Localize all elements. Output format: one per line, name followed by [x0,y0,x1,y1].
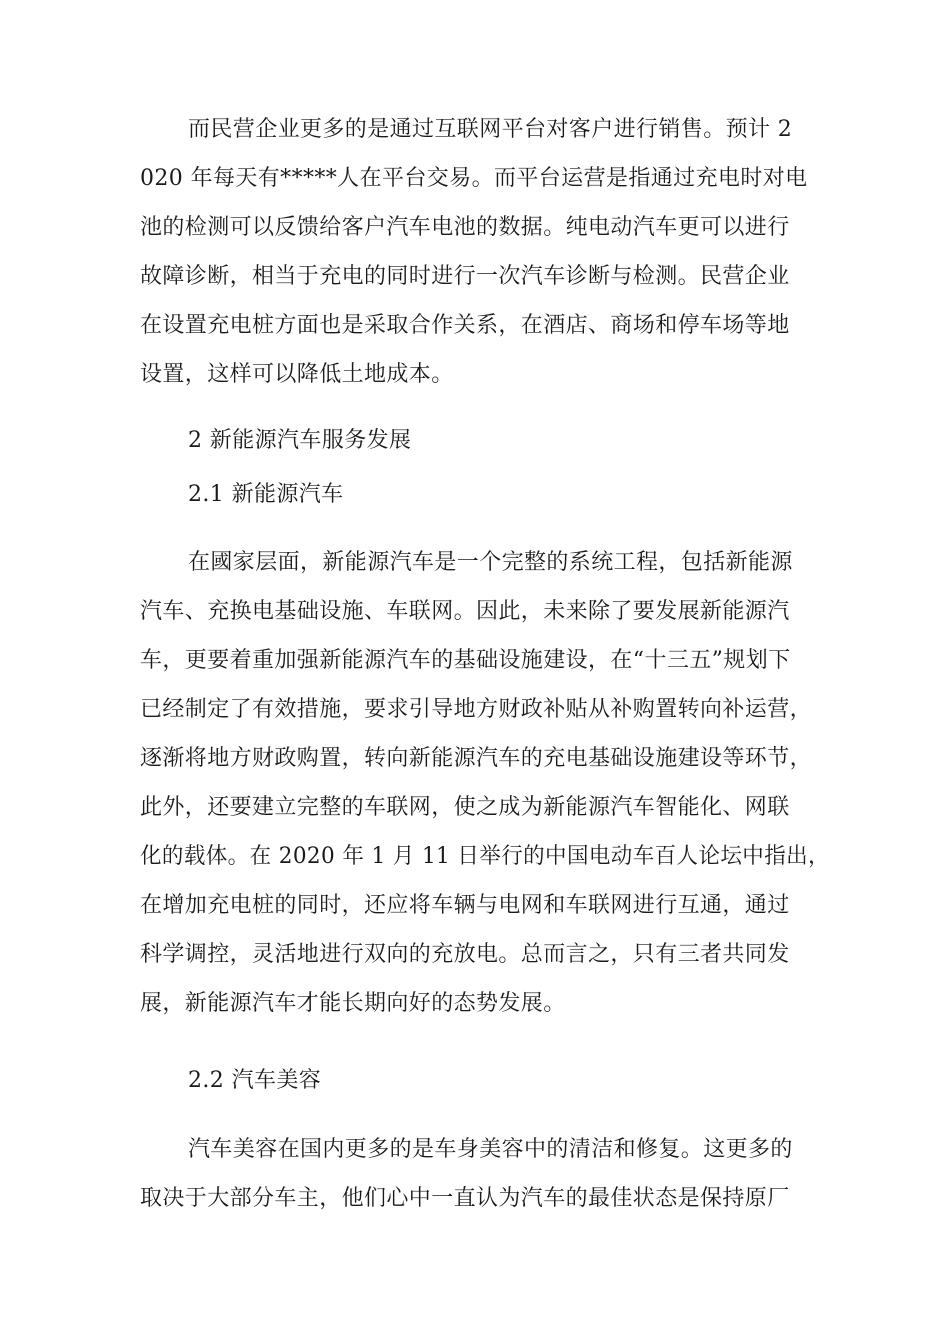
text-line: 展，新能源汽车才能长期向好的态势发展。 [140,991,566,1016]
text-line: 汽车美容在国内更多的是车身美容中的清洁和修复。这更多的 [188,1137,793,1162]
text-line: 故障诊断，相当于充电的同时进行一次汽车诊断与检测。民营企业 [140,264,790,289]
text-line: 020 年每天有*****人在平台交易。而平台运营是指通过充电时对电 [140,166,808,191]
text-line: 科学调控，灵活地进行双向的充放电。总而言之，只有三者共同发 [140,942,790,967]
text-line: 设置，这样可以降低土地成本。 [140,362,454,387]
text-line: 池的检测可以反馈给客户汽车电池的数据。纯电动汽车更可以进行 [140,215,790,240]
text-line: 逐渐将地方财政购置，转向新能源汽车的充电基础设施建设等环节， [140,746,813,771]
text-line: 车，更要着重加强新能源汽车的基础设施建设，在“十三五”规划下 [140,648,791,673]
subsection-heading: 2.1 新能源汽车 [188,482,344,507]
text-line: 已经制定了有效措施，要求引导地方财政补贴从补购置转向补运营， [140,697,813,722]
section-heading: 2 新能源汽车服务发展 [188,428,412,453]
text-line: 此外，还要建立完整的车联网，使之成为新能源汽车智能化、网联 [140,795,790,820]
text-line: 化的载体。在 2020 年 1 月 11 日举行的中国电动车百人论坛中指出， [140,844,830,869]
subsection-heading: 2.2 汽车美容 [188,1068,322,1093]
text-line: 在增加充电桩的同时，还应将车辆与电网和车联网进行互通，通过 [140,893,790,918]
text-line: 而民营企业更多的是通过互联网平台对客户进行销售。预计 2 [188,117,793,142]
text-line: 在國家层面，新能源汽车是一个完整的系统工程，包括新能源 [188,550,793,575]
text-line: 取决于大部分车主，他们心中一直认为汽车的最佳状态是保持原厂 [140,1186,790,1211]
text-line: 在设置充电桩方面也是采取合作关系，在酒店、商场和停车场等地 [140,313,790,338]
text-line: 汽车、充换电基础设施、车联网。因此，未来除了要发展新能源汽 [140,599,790,624]
